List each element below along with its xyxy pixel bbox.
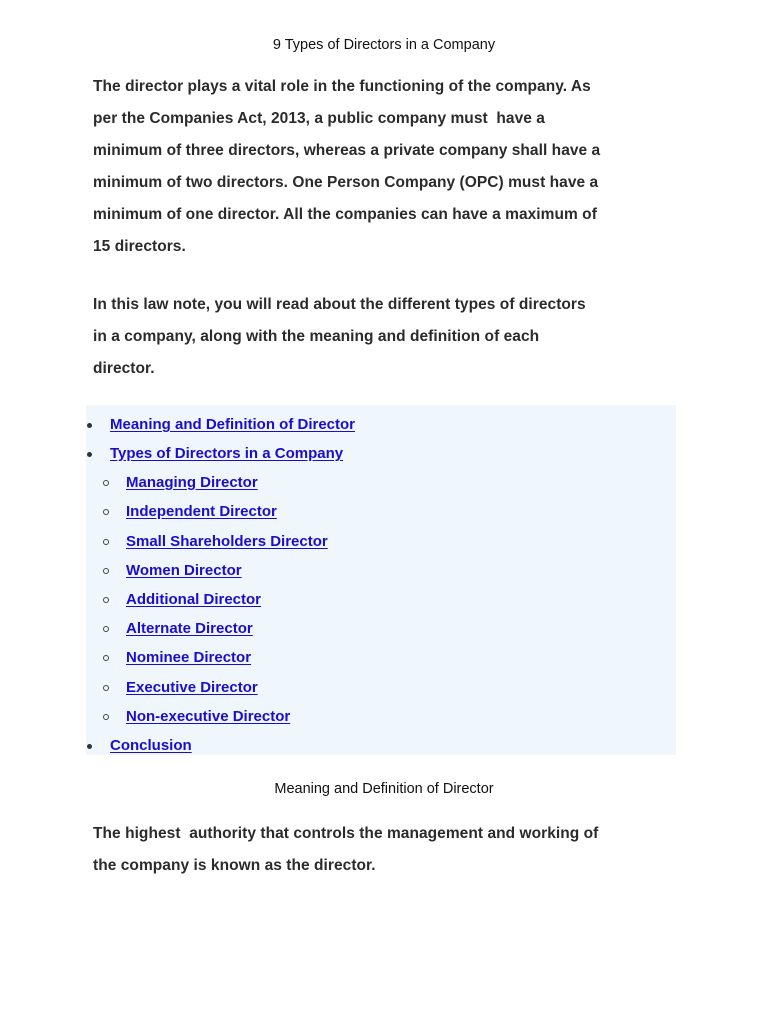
toc-link-meaning[interactable]: Meaning and Definition of Director — [110, 416, 356, 433]
paragraph-line: minimum of one director. All the companies can have a maximum of — [93, 206, 597, 223]
toc-link-managing-director[interactable]: Managing Director — [126, 474, 258, 491]
paragraph-line: 15 directors. — [93, 238, 186, 255]
bullet-icon — [87, 452, 92, 457]
toc-link-nominee-director[interactable]: Nominee Director — [126, 649, 252, 666]
toc-link-conclusion[interactable]: Conclusion — [110, 737, 192, 754]
circle-bullet-icon — [103, 655, 109, 661]
circle-bullet-icon — [103, 714, 109, 720]
circle-bullet-icon — [103, 480, 109, 486]
toc-link-non-executive-director[interactable]: Non-executive Director — [126, 708, 291, 725]
toc-link-additional-director[interactable]: Additional Director — [126, 591, 262, 608]
toc-link-alternate-director[interactable]: Alternate Director — [126, 620, 253, 637]
circle-bullet-icon — [103, 626, 109, 632]
paragraph-line: In this law note, you will read about the different types of directors — [93, 296, 586, 313]
paragraph-line: minimum of three directors, whereas a private company shall have a — [93, 142, 601, 159]
bullet-icon — [87, 423, 92, 428]
circle-bullet-icon — [103, 685, 109, 691]
paragraph-line: director. — [93, 360, 155, 377]
toc-link-independent-director[interactable]: Independent Director — [126, 503, 277, 520]
paragraph-line: the company is known as the director. — [93, 857, 376, 874]
paragraph-line: The director plays a vital role in the functioning of the company. As — [93, 78, 591, 95]
paragraph-line: in a company, along with the meaning and definition of each — [93, 328, 540, 345]
paragraph-line: The highest authority that controls the management and working of — [93, 825, 599, 842]
circle-bullet-icon — [103, 568, 109, 574]
law-note-paragraph — [93, 289, 683, 385]
table-of-contents — [86, 405, 676, 755]
paragraph-line: minimum of two directors. One Person Company (OPC) must have a — [93, 174, 599, 191]
circle-bullet-icon — [103, 539, 109, 545]
paragraph-line: per the Companies Act, 2013, a public company must have a — [93, 110, 545, 127]
toc-link-women-director[interactable]: Women Director — [126, 562, 242, 579]
definition-paragraph — [93, 818, 683, 882]
document-title: 9 Types of Directors in a Company — [272, 37, 496, 53]
toc-link-executive-director[interactable]: Executive Director — [126, 679, 258, 696]
circle-bullet-icon — [103, 597, 109, 603]
bullet-icon — [87, 744, 92, 749]
circle-bullet-icon — [103, 509, 109, 515]
intro-paragraph — [93, 71, 683, 263]
toc-link-small-shareholders-director[interactable]: Small Shareholders Director — [126, 533, 328, 550]
section-heading: Meaning and Definition of Director — [274, 781, 494, 797]
toc-link-types[interactable]: Types of Directors in a Company — [110, 445, 344, 462]
